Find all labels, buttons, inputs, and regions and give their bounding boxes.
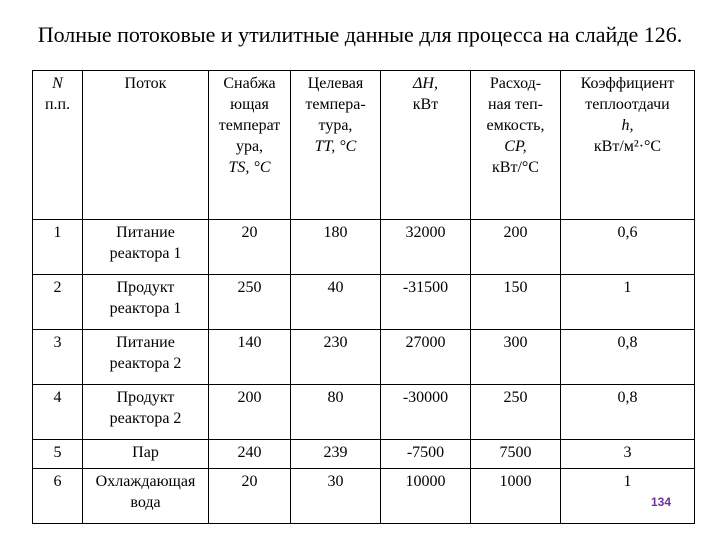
cell-target: 30: [291, 469, 381, 524]
cell-supply: 200: [209, 385, 291, 440]
table-row: [33, 330, 695, 385]
page-title: Полные потоковые и утилитные данные для процесса на слайде 126.: [37, 22, 683, 47]
cell-h: 0,8: [561, 330, 695, 385]
cell-supply: 20: [209, 469, 291, 524]
cell-supply: 140: [209, 330, 291, 385]
header-heat-capacity: Расход- ная теп- емкость, CP, кВт/°С: [471, 71, 561, 220]
cell-stream: Питание реактора 2: [83, 330, 209, 385]
cell-target: 40: [291, 275, 381, 330]
header-enthalpy: ΔH, кВт: [381, 71, 471, 220]
header-supply-temp: Снабжа ющая температ ура, TS, °С: [209, 71, 291, 220]
cell-stream: Охлаждающая вода: [83, 469, 209, 524]
cell-target: 80: [291, 385, 381, 440]
cell-supply: 20: [209, 220, 291, 275]
cell-cp: 7500: [471, 440, 561, 469]
cell-num: 2: [33, 275, 83, 330]
table-row: [33, 275, 695, 330]
cell-h: 1: [561, 469, 695, 524]
cell-h: 0,6: [561, 220, 695, 275]
cell-target: 239: [291, 440, 381, 469]
cell-supply: 240: [209, 440, 291, 469]
header-num: N п.п.: [33, 71, 83, 220]
cell-cp: 1000: [471, 469, 561, 524]
cell-h: 0,8: [561, 385, 695, 440]
cell-supply: 250: [209, 275, 291, 330]
cell-cp: 300: [471, 330, 561, 385]
table-header-row: [33, 71, 695, 220]
cell-dh: -7500: [381, 440, 471, 469]
table-row: [33, 440, 695, 469]
page-number: 134: [651, 495, 672, 509]
cell-stream: Пар: [83, 440, 209, 469]
cell-stream: Продукт реактора 1: [83, 275, 209, 330]
cell-dh: 32000: [381, 220, 471, 275]
cell-dh: -31500: [381, 275, 471, 330]
cell-cp: 150: [471, 275, 561, 330]
table-row: [33, 220, 695, 275]
cell-num: 1: [33, 220, 83, 275]
cell-h: 1: [561, 275, 695, 330]
cell-num: 6: [33, 469, 83, 524]
cell-dh: 27000: [381, 330, 471, 385]
cell-stream: Питание реактора 1: [83, 220, 209, 275]
cell-num: 4: [33, 385, 83, 440]
stream-data-table: [32, 70, 695, 524]
cell-num: 3: [33, 330, 83, 385]
cell-h: 3: [561, 440, 695, 469]
table-row: [33, 469, 695, 524]
cell-dh: 10000: [381, 469, 471, 524]
cell-target: 180: [291, 220, 381, 275]
cell-stream: Продукт реактора 2: [83, 385, 209, 440]
cell-cp: 200: [471, 220, 561, 275]
header-stream: Поток: [83, 71, 209, 220]
cell-cp: 250: [471, 385, 561, 440]
header-target-temp: Целевая темпера- тура, TT, °С: [291, 71, 381, 220]
cell-num: 5: [33, 440, 83, 469]
header-heat-transfer-coef: Коэффициент теплоотдачи h, кВт/м²·°С: [561, 71, 695, 220]
cell-dh: -30000: [381, 385, 471, 440]
cell-target: 230: [291, 330, 381, 385]
table-row: [33, 385, 695, 440]
